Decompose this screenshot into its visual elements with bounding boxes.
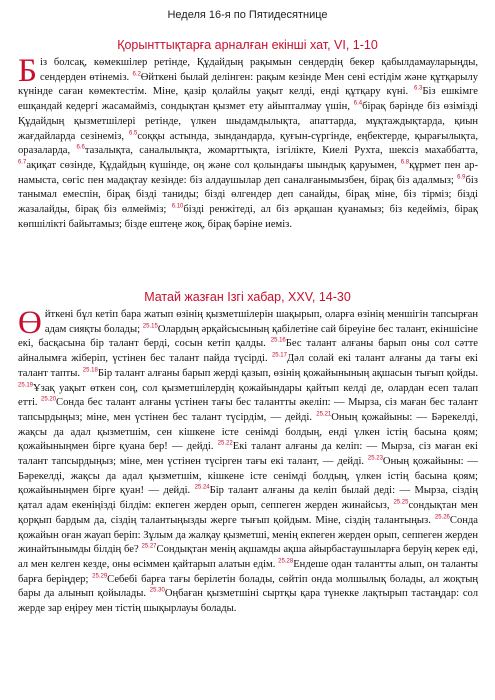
verse-text: Оның қожайыны: — Бәрекелді, жақсы да адал қызметшім, кішкене істе сенімді болдың, үлкен істің басына қоям; қожайыныңмен бірге қуан! — дейді. [18,456,478,497]
verse-number: 25.27 [141,543,157,550]
verse-text: Себебі барға тағы берілетін болады, сөйтіп онда молшылық болады, ал жоқтың бары да алынып қойылады. [18,573,478,600]
verse-text: Біз ешкімге ешқандай кедергі жасамайміз, сондықтан қызмет ету айыпталмау үшін, [18,86,478,113]
verse-number: 6.4 [353,100,363,107]
page-header: Неделя 16-я по Пятидесятнице [167,9,328,21]
verse-text: құрмет пен ар-намыста, сөгіс пен мадақтау кезінде: біз алдаушылар деп саналғанымызбен, бірақ біз адалмыз; [18,159,478,186]
verse-number: 25.28 [278,558,294,565]
verse-text: Ендеше одан талантты алып, он таланты барға беріңдер; [18,558,478,585]
verse-number: 25.24 [194,484,210,491]
verse-number: 25.26 [434,514,450,521]
verse-text: Оның қожайыны: — Бәрекелді, жақсы да адал қызметшім, сен кішкене істе сенімді болдың, енді үлкен істің басына қоям; қожайыныңмен бірге қуана бер! — дейді. [18,411,478,453]
verse-number: 6.6 [76,144,85,151]
verse-number: 25.18 [82,367,98,374]
verse-text: біз танымал емеспін, бірақ бізді таниды; бізді өлгендер деп санайды, бірақ міне, біз тірміз; бізді жазалайды, бірақ біз өлмейміз; [18,174,478,216]
verse-number: 25.16 [270,337,286,344]
verse-number: 25.20 [41,396,57,403]
verse-number: 6.7 [18,159,27,166]
verse-number: 6.9 [457,174,466,181]
epistle-title: Қорынттықтарға арналған екінші хат, VI, 1-10 [117,38,378,52]
verse-text: Сонда бес талант алғаны үстінен тағы бес талантты әкеліп: — Мырза, сіз маған бес талант тапсырдыңыз; міне, мен үстінен бес талант түсірдім, — дейді. [18,397,478,423]
verse-number: 6.3 [414,85,423,92]
verse-text: бізді ренжітеді, ал біз әрқашан қуанамыз; біз кедейміз, бірақ көпшілікті байытамыз; бізде ештеңе жоқ, бірақ бәріне иеміз. [18,204,478,230]
verse-text: Дәл солай екі талант алғаны да тағы екі талант тапты. [18,353,478,379]
verse-text: Сондықтан менің ақшамды ақша айырбастаушыларға беруің керек еді, ал мен келген кезде, оны өсіммен қайтарып алатын едім. [18,544,478,570]
verse-text: Екі талант алғаны да келіп: — Мырза, сіз маған екі талант тапсырдыңыз; міне, мен үстінен түсірген тағы екі талант, — дейді. [18,441,478,468]
verse-number: 25.29 [92,573,108,580]
verse-text: Олардың әрқайсысының қабілетіне сай біреуіне бес талант, екіншісіне екі, басқасына бір талант берді, сосын кетіп қалды. [18,323,478,350]
verse-text: соққы астында, зындандарда, қуғын-сүргінде, еңбектерде, қырағылықта, оразаларда, [18,130,478,157]
verse-number: 25.19 [18,381,34,388]
verse-text: Бес талант алғаны барып оны сол сәтте айналымға жіберіп, үстінен бес талант пайда түсірді. [18,338,478,365]
verse-text: ақиқат сөзінде, Құдайдың күшінде, оң және сол қолындағы шындық қаруымен, [26,159,401,171]
verse-text: Өйткені былай делінген: рақым кезінде Мен сені естідім және құтқарылу күнінде саған көмектестім. Міне, қазір қолайлы уақыт келді, енді құтқару күні. [18,71,478,98]
verse-text: йткені бұл кетіп бара жатып өзінің қызметшілерін шақырып, оларға өзінің меншігін тапсырған адам сияқты болады; [44,309,478,335]
verse-number: 6.2 [132,71,141,78]
verse-text: Бір талант алғаны барып жерді қазып, өзінің қожайынының ақшасын тығып қойды. [97,367,478,379]
verse-text: Оңбаған қызметшіні сыртқы қара түнекке лақтырып тастаңдар: сол жерде зар еңіреу мен тістің шықырлауы болады. [18,588,478,615]
verse-number: 25.25 [393,499,409,506]
gospel-dropcap: Ө [18,305,42,341]
verse-text: із болсақ, көмекшілер ретінде, Құдайдың рақымын сендердің бекер қабылдамауларыңды, сендерден өтінеміз. [39,57,478,83]
verse-number: 25.22 [217,440,233,447]
epistle-text [18,53,478,232]
verse-number: 25.15 [142,323,158,330]
verse-number: 6.5 [128,129,138,136]
gospel-title: Матай жазған Ізгі хабар, XXV, 14-30 [144,290,351,304]
verse-text: бірақ бәрінде біз өзімізді Құдайдың қызметшілері ретінде, үлкен шыдамдылықта, апаттарда, мұқтаждықтарда, қиын жағдайларда сезінеміз, [18,101,478,142]
gospel-text [18,305,479,617]
verse-text: тазалықта, саналылықта, жомарттықта, ізгілікте, Киелі Рухта, шексіз махаббатта, [84,145,478,157]
verse-text: Сонда қожайын оған жауап беріп: Зұлым да жалқау қызметші, менің екпеген жерден орып, сеппеген жерден жинайтынымды білдің бе? [18,514,478,556]
verse-number: 25.21 [316,411,332,418]
verse-text: сондықтан мен қорқып бардым да, сіздің талантыңызды жерге тығып қойдым. Міне, сіздің талантыңыз. [18,500,478,526]
verse-text: Бір талант алғаны да келіп былай деді: — Мырза, сіздің қатал адам екеніңізді білдім: екпеген жерден орып, сеппеген жерден жинайсыз, [18,485,479,512]
verse-number: 6.10 [171,203,184,210]
verse-number: 25.30 [149,587,165,594]
verse-text: Ұзақ уақыт өткен соң, сол қызметшілердің қожайындары қайтып келді де, олардан есеп талап етті. [18,382,478,409]
epistle-dropcap: Б [18,53,37,89]
verse-number: 25.23 [367,455,383,462]
verse-number: 6.8 [400,159,410,166]
verse-number: 25.17 [271,352,287,359]
